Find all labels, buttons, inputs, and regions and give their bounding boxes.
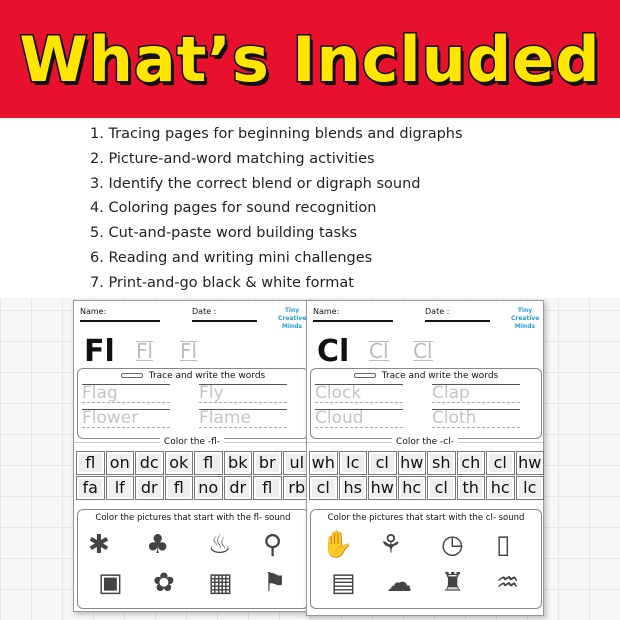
letter-cell[interactable]: rb [283, 476, 312, 500]
letter-cell[interactable]: dr [135, 476, 164, 500]
worksheet [73, 300, 311, 612]
trace-letters: Cl [369, 339, 389, 363]
date-label: Date : [425, 307, 450, 316]
letter-cell[interactable]: fa [76, 476, 105, 500]
letter-cell[interactable]: fl [194, 451, 223, 475]
banner-title: What’s Included [19, 22, 601, 96]
trace-word: Clap [432, 384, 520, 403]
lamp-icon[interactable]: ⚘ [379, 530, 403, 560]
banner [0, 0, 620, 118]
letter-cell[interactable]: cl [427, 476, 456, 500]
logo: Tiny Creative Minds [278, 307, 307, 330]
feature-item: 6. Reading and writing mini challenges [90, 249, 373, 266]
trace-word: Flame [199, 409, 287, 428]
trace-word: Clock [315, 384, 403, 403]
date-line [192, 320, 257, 322]
letter-cell[interactable]: hw [368, 476, 397, 500]
table-lamp-icon[interactable]: ♜ [441, 568, 465, 598]
feature-item: 1. Tracing pages for beginning blends and digraphs [90, 126, 463, 142]
pencil-icon [121, 373, 143, 378]
clock-icon[interactable]: ◷ [441, 530, 464, 560]
letter-cell[interactable]: hs [339, 476, 368, 500]
name-line [80, 320, 160, 322]
logo: Tiny Creative Minds [511, 307, 540, 330]
date-label: Date : [192, 307, 217, 316]
magnifier-icon[interactable]: ⚲ [263, 530, 283, 560]
feature-item: 5. Cut-and-paste word building tasks [90, 225, 358, 242]
letter-cell[interactable]: on [106, 451, 135, 475]
letter-cell[interactable]: cl [309, 476, 338, 500]
color-title [307, 437, 543, 447]
pictures-title: Color the pictures that start with the fl- sound [95, 513, 291, 523]
fly-icon[interactable]: ✱ [88, 530, 110, 560]
letter-cell[interactable]: th [457, 476, 486, 500]
color-title [74, 437, 310, 447]
letter-grid [309, 451, 544, 500]
letter-cell[interactable]: hc [398, 476, 427, 500]
blend-heading: Cl [317, 334, 350, 369]
pictures-section [77, 509, 309, 609]
letter-grid [76, 451, 311, 500]
letter-cell[interactable]: sh [427, 451, 456, 475]
blend-heading: Fl [84, 334, 115, 369]
pineapple-icon[interactable]: ♣ [146, 530, 170, 560]
feature-item: 4. Coloring pages for sound recognition [90, 200, 377, 217]
letter-cell[interactable]: dr [224, 476, 253, 500]
pictures-title: Color the pictures that start with the cl- sound [327, 513, 525, 523]
calculator-icon[interactable]: ▦ [208, 568, 233, 598]
trace-title: Trace and write the words [381, 371, 499, 381]
letter-cell[interactable]: cl [368, 451, 397, 475]
letter-cell[interactable]: wh [309, 451, 338, 475]
letter-cell[interactable]: ch [457, 451, 486, 475]
letter-cell[interactable]: br [253, 451, 282, 475]
letter-cell[interactable]: lf [106, 476, 135, 500]
flag-icon[interactable]: ⚑ [263, 568, 287, 598]
trace-word: Cloth [432, 409, 520, 428]
letter-cell[interactable]: fl [165, 476, 194, 500]
clap-icon[interactable]: ✋ [321, 530, 354, 560]
letter-cell[interactable]: no [194, 476, 223, 500]
letter-cell[interactable]: lc [339, 451, 368, 475]
trace-word: Flag [82, 384, 170, 403]
trace-word: Cloud [315, 409, 403, 428]
letter-cell[interactable]: lc [516, 476, 545, 500]
trace-word: Flower [82, 409, 170, 428]
letter-cell[interactable]: bk [224, 451, 253, 475]
flame-icon[interactable]: ♨ [208, 530, 232, 560]
flower-icon[interactable]: ✿ [153, 568, 175, 598]
trace-word: Fly [199, 384, 287, 403]
letter-cell[interactable]: ul [283, 451, 312, 475]
trace-section [310, 368, 542, 439]
features-list [90, 122, 463, 296]
letter-cell[interactable]: fl [253, 476, 282, 500]
color-title-text: Color the -fl- [160, 437, 224, 447]
letter-cell[interactable]: fl [76, 451, 105, 475]
date-line [425, 320, 490, 322]
feature-item: 7. Print-and-go black & white format [90, 274, 354, 291]
letter-cell[interactable]: hc [486, 476, 515, 500]
trace-title: Trace and write the words [148, 371, 266, 381]
letter-cell[interactable]: cl [486, 451, 515, 475]
cloud-icon[interactable]: ☁ [386, 568, 412, 598]
gift-icon[interactable]: ▣ [98, 568, 123, 598]
trace-letters: Fl [136, 339, 154, 363]
pictures-section [310, 509, 542, 609]
name-line [313, 320, 393, 322]
feature-item: 2. Picture-and-word matching activities [90, 150, 375, 167]
trace-letters: Cl [413, 339, 433, 363]
trace-section [77, 368, 309, 439]
letter-cell[interactable]: dc [135, 451, 164, 475]
trace-letters: Fl [180, 339, 198, 363]
letter-cell[interactable]: ok [165, 451, 194, 475]
sharpener-icon[interactable]: ▤ [331, 568, 356, 598]
pencil-icon [354, 373, 376, 378]
name-label: Name: [313, 307, 340, 316]
clothes-icon[interactable]: ♒ [496, 568, 520, 598]
worksheet [306, 300, 544, 616]
color-title-text: Color the -cl- [392, 437, 458, 447]
letter-cell[interactable]: hw [516, 451, 545, 475]
bottle-icon[interactable]: ▯ [496, 530, 511, 560]
name-label: Name: [80, 307, 107, 316]
letter-cell[interactable]: hw [398, 451, 427, 475]
feature-item: 3. Identify the correct blend or digraph sound [90, 175, 421, 192]
